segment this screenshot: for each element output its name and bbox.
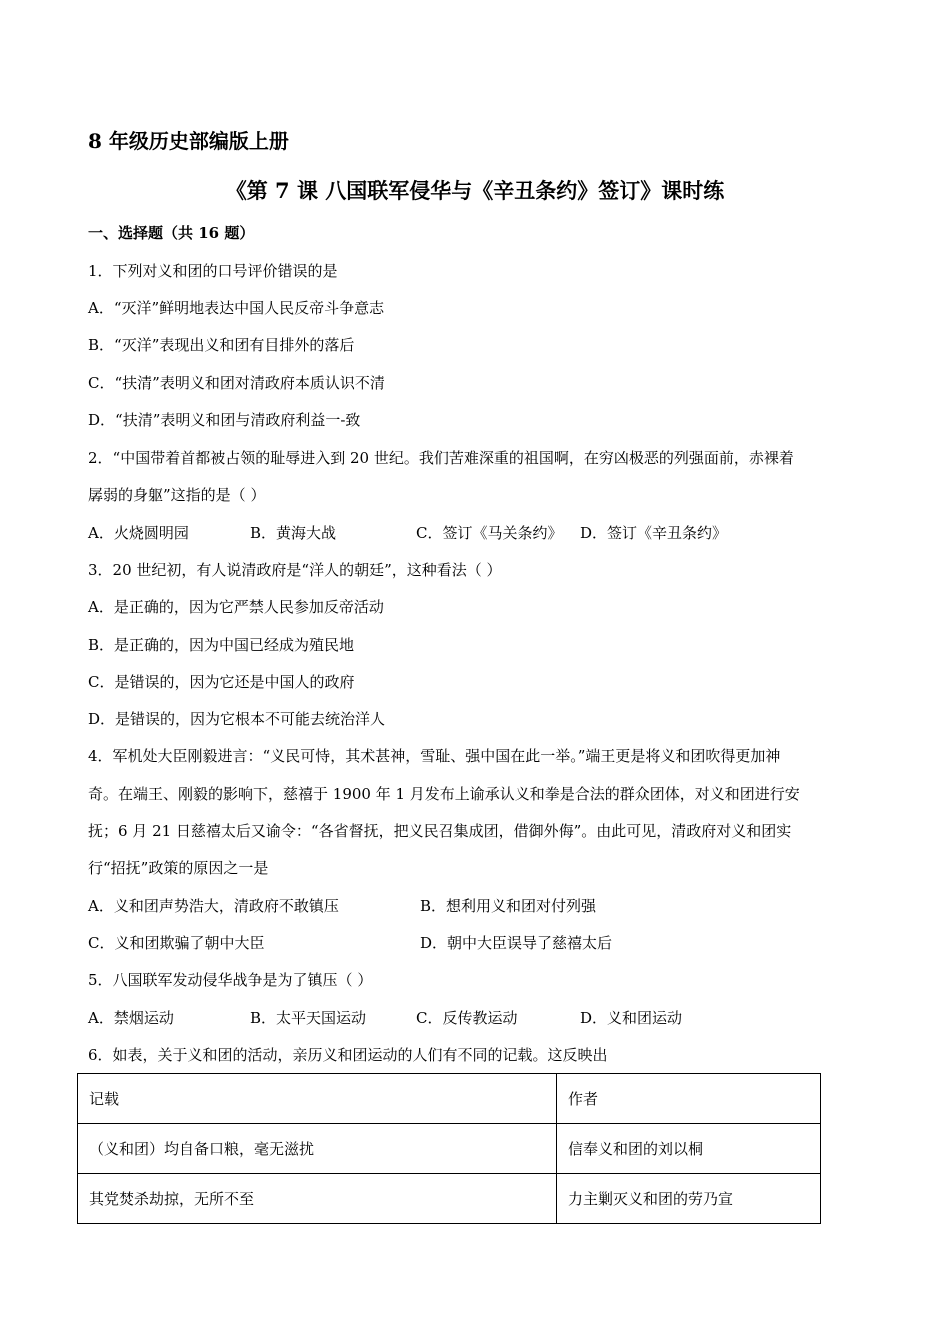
table-row — [78, 1124, 821, 1174]
table-cell-author: 信奉义和团的刘以桐 — [557, 1124, 821, 1174]
grade-heading: 8 年级历史部编版上册 — [88, 129, 289, 153]
question-5-option-d: D．义和团运动 — [580, 1009, 683, 1027]
records-table — [77, 1073, 821, 1224]
question-5-option-b: B．太平天国运动 — [250, 1009, 367, 1027]
question-2-stem-line-2: 孱弱的身躯”这指的是（ ） — [88, 486, 266, 504]
question-3-stem: 3．20 世纪初，有人说清政府是“洋人的朝廷”，这种看法（ ） — [88, 561, 502, 579]
question-4-stem-line-3: 抚；6 月 21 日慈禧太后又谕令：“各省督抚，把义民召集成团，借御外侮”。由此可见，清政府对义和团实 — [88, 822, 792, 840]
question-5-option-a: A．禁烟运动 — [88, 1009, 174, 1027]
question-3-option-d: D．是错误的，因为它根本不可能去统治洋人 — [88, 710, 386, 728]
question-4-stem-line-2: 奇。在端王、刚毅的影响下，慈禧于 1900 年 1 月发布上谕承认义和拳是合法的群众团体，对义和团进行安 — [88, 785, 800, 803]
question-1-option-c: C．“扶清”表明义和团对清政府本质认识不清 — [88, 374, 385, 392]
question-5-option-c: C．反传教运动 — [416, 1009, 518, 1027]
question-2-option-a: A．火烧圆明园 — [88, 524, 189, 542]
question-2-stem-line-1: 2．“中国带着首都被占领的耻辱进入到 20 世纪。我们苦难深重的祖国啊，在穷凶极恶的列强面前，赤裸着 — [88, 449, 794, 467]
question-4-option-d: D．朝中大臣误导了慈禧太后 — [420, 934, 613, 952]
question-3-option-b: B．是正确的，因为中国已经成为殖民地 — [88, 636, 355, 654]
table-row — [78, 1174, 821, 1224]
question-1-option-b: B．“灭洋”表现出义和团有目排外的落后 — [88, 336, 355, 354]
question-3-option-c: C．是错误的，因为它还是中国人的政府 — [88, 673, 355, 691]
table-header-record: 记载 — [78, 1074, 557, 1124]
question-2-option-b: B．黄海大战 — [250, 524, 337, 542]
question-1-option-a: A．“灭洋”鲜明地表达中国人民反帝斗争意志 — [88, 299, 385, 317]
table-cell-author: 力主剿灭义和团的劳乃宣 — [557, 1174, 821, 1224]
section-heading: 一、选择题（共 16 题） — [88, 224, 255, 242]
question-4-stem-line-1: 4．军机处大臣刚毅进言：“义民可恃，其术甚神，雪耻、强中国在此一举。”端王更是将义和团吹得更加神 — [88, 747, 781, 765]
table-header-author: 作者 — [557, 1074, 821, 1124]
question-1-option-d: D．“扶清”表明义和团与清政府利益一-致 — [88, 411, 361, 429]
table-header-row — [78, 1074, 821, 1124]
question-4-option-c: C．义和团欺骗了朝中大臣 — [88, 934, 265, 952]
question-4-stem-line-4: 行“招抚”政策的原因之一是 — [88, 859, 269, 877]
question-5-stem: 5．八国联军发动侵华战争是为了镇压（ ） — [88, 971, 373, 989]
question-2-option-d: D．签订《辛丑条约》 — [580, 524, 728, 542]
question-6-stem: 6．如表，关于义和团的活动，亲历义和团运动的人们有不同的记载。这反映出 — [88, 1046, 608, 1064]
question-4-option-b: B．想利用义和团对付列强 — [420, 897, 597, 915]
question-1-stem: 1．下列对义和团的口号评价错误的是 — [88, 262, 338, 280]
lesson-title: 《第 7 课 八国联军侵华与《辛丑条约》签订》课时练 — [225, 178, 725, 203]
question-3-option-a: A．是正确的，因为它严禁人民参加反帝活动 — [88, 598, 384, 616]
question-2-option-c: C．签订《马关条约》 — [416, 524, 563, 542]
table-cell-record: （义和团）均自备口粮，毫无滋扰 — [78, 1124, 557, 1174]
table-cell-record: 其党焚杀劫掠，无所不至 — [78, 1174, 557, 1224]
question-4-option-a: A．义和团声势浩大，清政府不敢镇压 — [88, 897, 339, 915]
